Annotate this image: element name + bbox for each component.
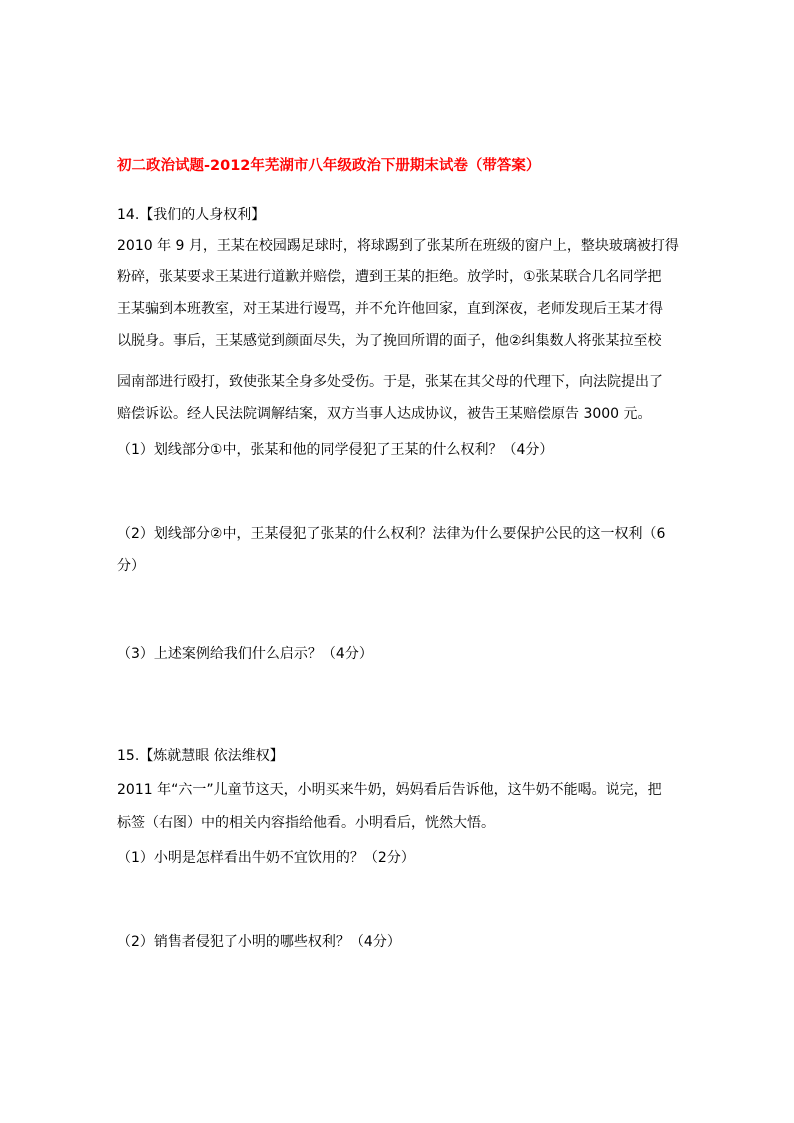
sub-question-15-1: （1）小明是怎样看出牛奶不宜饮用的？（2分） xyxy=(117,850,415,866)
question-15-heading: 15.【炼就慧眼 依法维权】 xyxy=(117,748,284,764)
sub-question-14-1: （1）划线部分①中，张某和他的同学侵犯了王某的什么权利？（4分） xyxy=(117,442,554,458)
sub-question-14-2: （2）划线部分②中，王某侵犯了张某的什么权利？法律为什么要保护公民的这一权利（6 xyxy=(117,526,666,542)
passage-line: 赔偿诉讼。经人民法院调解结案，双方当事人达成协议，被告王某赔偿原告 3000 元。 xyxy=(117,406,652,422)
passage-line: 2010 年 9 月，王某在校园踢足球时，将球踢到了张某所在班级的窗户上，整块玻璃被打得 xyxy=(117,238,679,254)
passage-line: 粉碎，张某要求王某进行道歉并赔偿，遭到王某的拒绝。放学时，①张某联合几名同学把 xyxy=(117,269,662,285)
passage-line: 园南部进行殴打，致使张某全身多处受伤。于是，张某在其父母的代理下，向法院提出了 xyxy=(117,374,663,390)
sub-question-14-2-cont: 分） xyxy=(117,558,145,574)
passage-line: 2011 年“六一”儿童节这天，小明买来牛奶，妈妈看后告诉他，这牛奶不能喝。说完，把 xyxy=(117,782,662,798)
passage-line: 王某骗到本班教室，对王某进行谩骂，并不允许他回家，直到深夜，老师发现后王某才得 xyxy=(117,301,663,317)
sub-question-14-3: （3）上述案例给我们什么启示？（4分） xyxy=(117,646,373,662)
passage-line: 标签（右图）中的相关内容指给他看。小明看后，恍然大悟。 xyxy=(117,815,495,831)
document-title: 初二政治试题-2012年芜湖市八年级政治下册期末试卷（带答案） xyxy=(117,158,541,174)
passage-line: 以脱身。事后，王某感觉到颜面尽失，为了挽回所谓的面子，他②纠集数人将张某拉至校 xyxy=(117,333,662,349)
question-14-heading: 14.【我们的人身权利】 xyxy=(117,207,266,223)
sub-question-15-2: （2）销售者侵犯了小明的哪些权利？（4分） xyxy=(117,934,401,950)
